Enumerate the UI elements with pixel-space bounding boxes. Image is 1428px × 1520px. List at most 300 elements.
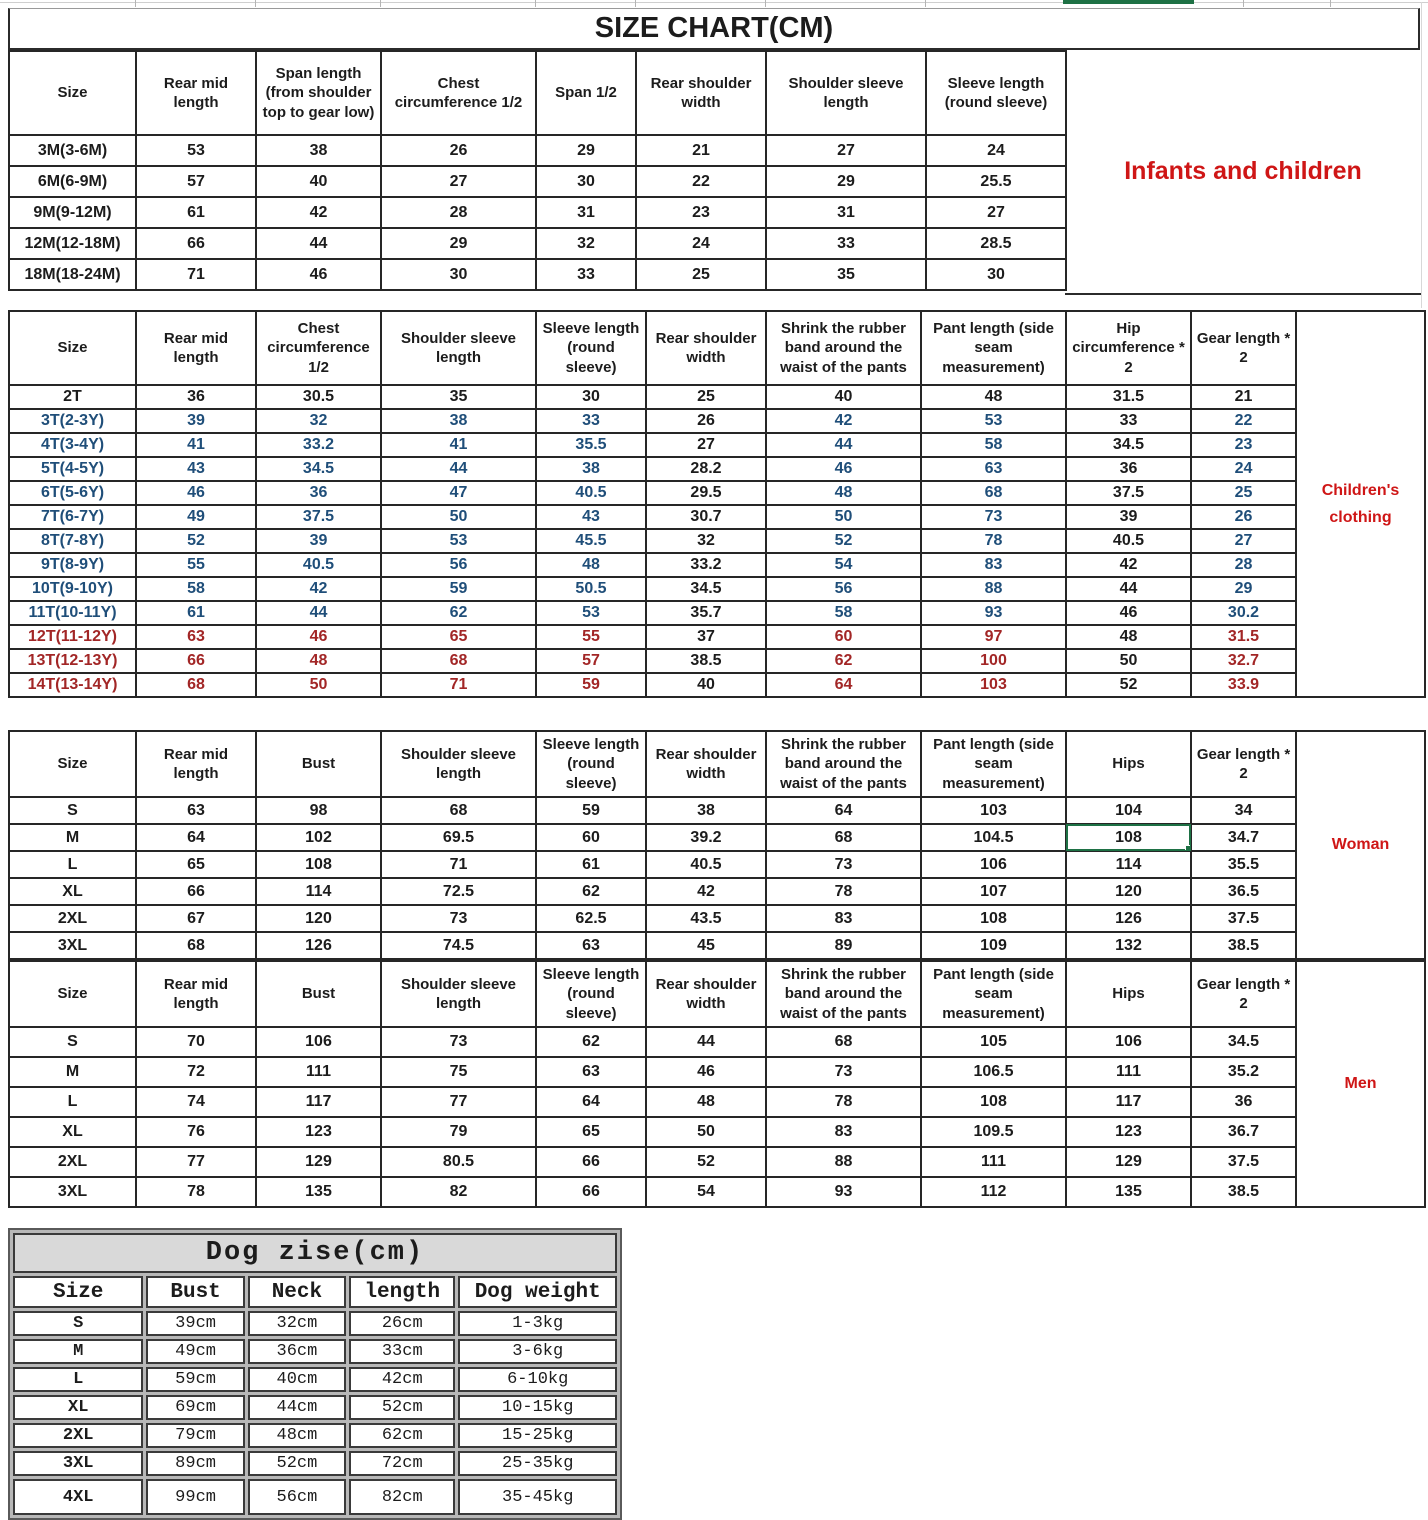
value-cell: 73	[381, 1027, 536, 1057]
value-cell: 43	[136, 457, 256, 481]
page-title: SIZE CHART(CM)	[8, 8, 1420, 50]
row-size-cell: 13T(12-13Y)	[9, 649, 136, 673]
value-cell: 117	[1066, 1087, 1191, 1117]
value-cell: 58	[921, 433, 1066, 457]
table-row	[9, 529, 1425, 553]
column-header: Size	[9, 311, 136, 385]
column-header: Bust	[146, 1276, 244, 1308]
value-cell: 34.5	[256, 457, 381, 481]
value-cell: 40.5	[646, 851, 766, 878]
value-cell: 25	[1191, 481, 1296, 505]
value-cell: 65	[381, 625, 536, 649]
value-cell: 41	[136, 433, 256, 457]
value-cell: 29	[536, 135, 636, 166]
infants-group-label: Infants and children	[1065, 50, 1421, 295]
value-cell: 99cm	[146, 1479, 244, 1515]
value-cell: 34.5	[1066, 433, 1191, 457]
value-cell: 39	[1066, 505, 1191, 529]
value-cell: 6-10kg	[458, 1367, 617, 1392]
table-row	[13, 1395, 617, 1420]
value-cell: 69cm	[146, 1395, 244, 1420]
row-size-cell: S	[13, 1311, 143, 1336]
value-cell: 103	[921, 673, 1066, 697]
value-cell: 107	[921, 878, 1066, 905]
value-cell: 102	[256, 824, 381, 851]
value-cell: 108	[921, 905, 1066, 932]
selected-column-highlight	[1063, 0, 1194, 4]
value-cell: 33.2	[256, 433, 381, 457]
value-cell: 61	[136, 197, 256, 228]
value-cell: 97	[921, 625, 1066, 649]
value-cell: 26cm	[349, 1311, 455, 1336]
value-cell: 32	[646, 529, 766, 553]
value-cell: 52	[136, 529, 256, 553]
value-cell: 48	[646, 1087, 766, 1117]
value-cell: 49	[136, 505, 256, 529]
value-cell: 29	[381, 228, 536, 259]
column-header: Shoulder sleeve length	[381, 731, 536, 797]
value-cell: 21	[636, 135, 766, 166]
value-cell: 53	[536, 601, 646, 625]
value-cell: 33	[536, 409, 646, 433]
value-cell: 42	[256, 577, 381, 601]
infants-size-table	[8, 50, 1067, 291]
value-cell: 57	[136, 166, 256, 197]
value-cell: 77	[381, 1087, 536, 1117]
value-cell: 59	[536, 673, 646, 697]
column-header: Neck	[248, 1276, 346, 1308]
value-cell: 67	[136, 905, 256, 932]
value-cell: 40.5	[536, 481, 646, 505]
value-cell: 48	[1066, 625, 1191, 649]
grid-tick	[1330, 0, 1331, 7]
row-size-cell: 10T(9-10Y)	[9, 577, 136, 601]
value-cell: 42	[256, 197, 381, 228]
value-cell: 64	[136, 824, 256, 851]
value-cell: 48	[536, 553, 646, 577]
row-size-cell: L	[9, 851, 136, 878]
column-header: Size	[9, 51, 136, 135]
value-cell: 73	[766, 1057, 921, 1087]
column-header: Size	[9, 731, 136, 797]
value-cell: 52cm	[248, 1451, 346, 1476]
value-cell: 77	[136, 1147, 256, 1177]
value-cell: 42	[766, 409, 921, 433]
value-cell: 38	[536, 457, 646, 481]
value-cell: 36cm	[248, 1339, 346, 1364]
value-cell: 62	[536, 878, 646, 905]
grid-tick	[255, 0, 256, 7]
value-cell: 37	[646, 625, 766, 649]
value-cell: 28	[381, 197, 536, 228]
value-cell: 104	[1066, 797, 1191, 824]
value-cell: 126	[256, 932, 381, 959]
value-cell: 83	[766, 905, 921, 932]
value-cell: 30.2	[1191, 601, 1296, 625]
table-row	[9, 228, 1066, 259]
value-cell: 71	[381, 673, 536, 697]
value-cell: 80.5	[381, 1147, 536, 1177]
value-cell: 62	[381, 601, 536, 625]
column-header: Rear shoulder width	[636, 51, 766, 135]
value-cell: 54	[646, 1177, 766, 1207]
column-header: Gear length * 2	[1191, 311, 1296, 385]
value-cell: 103	[921, 797, 1066, 824]
value-cell: 44	[646, 1027, 766, 1057]
value-cell: 24	[926, 135, 1066, 166]
column-header: Rear mid length	[136, 311, 256, 385]
value-cell: 93	[766, 1177, 921, 1207]
value-cell: 33cm	[349, 1339, 455, 1364]
header-row	[13, 1276, 617, 1308]
row-size-cell: S	[9, 797, 136, 824]
row-size-cell: 6M(6-9M)	[9, 166, 136, 197]
value-cell: 78	[136, 1177, 256, 1207]
value-cell: 26	[381, 135, 536, 166]
value-cell: 60	[536, 824, 646, 851]
value-cell: 38.5	[646, 649, 766, 673]
value-cell: 30.7	[646, 505, 766, 529]
value-cell: 129	[1066, 1147, 1191, 1177]
column-header: Chest circumference 1/2	[256, 311, 381, 385]
value-cell: 135	[1066, 1177, 1191, 1207]
value-cell: 44	[256, 601, 381, 625]
table-row	[9, 851, 1425, 878]
row-size-cell: XL	[9, 878, 136, 905]
value-cell: 57	[536, 649, 646, 673]
value-cell: 38.5	[1191, 1177, 1296, 1207]
table-row	[9, 878, 1425, 905]
value-cell: 23	[1191, 433, 1296, 457]
value-cell: 39cm	[146, 1311, 244, 1336]
value-cell: 100	[921, 649, 1066, 673]
value-cell: 120	[256, 905, 381, 932]
value-cell: 68	[766, 1027, 921, 1057]
value-cell: 37.5	[256, 505, 381, 529]
table-row	[9, 577, 1425, 601]
column-header: Bust	[256, 731, 381, 797]
value-cell: 104.5	[921, 824, 1066, 851]
value-cell: 36	[256, 481, 381, 505]
row-size-cell: 3T(2-3Y)	[9, 409, 136, 433]
value-cell: 73	[381, 905, 536, 932]
value-cell: 25	[636, 259, 766, 290]
row-size-cell: 9T(8-9Y)	[9, 553, 136, 577]
value-cell: 88	[921, 577, 1066, 601]
value-cell: 82cm	[349, 1479, 455, 1515]
row-size-cell: M	[13, 1339, 143, 1364]
value-cell: 34.5	[646, 577, 766, 601]
value-cell: 30	[536, 166, 636, 197]
value-cell: 78	[766, 878, 921, 905]
value-cell: 33.2	[646, 553, 766, 577]
value-cell: 74.5	[381, 932, 536, 959]
value-cell: 78	[921, 529, 1066, 553]
value-cell: 35.2	[1191, 1057, 1296, 1087]
row-size-cell: 14T(13-14Y)	[9, 673, 136, 697]
value-cell: 53	[381, 529, 536, 553]
value-cell: 59	[536, 797, 646, 824]
grid-tick	[535, 0, 536, 7]
table-row	[9, 457, 1425, 481]
value-cell: 106	[1066, 1027, 1191, 1057]
column-header: Sleeve length (round sleeve)	[536, 961, 646, 1027]
row-size-cell: 6T(5-6Y)	[9, 481, 136, 505]
value-cell: 64	[536, 1087, 646, 1117]
table-row	[9, 824, 1425, 851]
value-cell: 47	[381, 481, 536, 505]
column-header: Pant length (side seam measurement)	[921, 311, 1066, 385]
value-cell: 71	[136, 259, 256, 290]
value-cell: 15-25kg	[458, 1423, 617, 1448]
value-cell: 32	[536, 228, 636, 259]
value-cell: 109.5	[921, 1117, 1066, 1147]
value-cell: 26	[646, 409, 766, 433]
value-cell: 34.5	[1191, 1027, 1296, 1057]
value-cell: 68	[381, 797, 536, 824]
value-cell: 62cm	[349, 1423, 455, 1448]
value-cell: 28.2	[646, 457, 766, 481]
value-cell: 52	[646, 1147, 766, 1177]
table-row	[9, 433, 1425, 457]
value-cell: 28.5	[926, 228, 1066, 259]
value-cell: 27	[1191, 529, 1296, 553]
value-cell: 41	[381, 433, 536, 457]
value-cell: 68	[381, 649, 536, 673]
column-header: Pant length (side seam measurement)	[921, 731, 1066, 797]
value-cell: 53	[136, 135, 256, 166]
value-cell: 48cm	[248, 1423, 346, 1448]
value-cell: 48	[921, 385, 1066, 409]
value-cell: 75	[381, 1057, 536, 1087]
value-cell: 39	[256, 529, 381, 553]
row-size-cell: 11T(10-11Y)	[9, 601, 136, 625]
table-row	[9, 905, 1425, 932]
table-row	[9, 135, 1066, 166]
value-cell: 88	[766, 1147, 921, 1177]
column-header: length	[349, 1276, 455, 1308]
value-cell: 45.5	[536, 529, 646, 553]
table-row	[9, 649, 1425, 673]
value-cell: 108	[921, 1087, 1066, 1117]
value-cell: 35-45kg	[458, 1479, 617, 1515]
dog-table-title: Dog zise(cm)	[13, 1233, 617, 1273]
header-row	[9, 731, 1425, 797]
value-cell: 55	[136, 553, 256, 577]
selected-cell: 108	[1066, 824, 1191, 851]
value-cell: 44cm	[248, 1395, 346, 1420]
value-cell: 73	[921, 505, 1066, 529]
value-cell: 79cm	[146, 1423, 244, 1448]
column-header: Sleeve length (round sleeve)	[536, 731, 646, 797]
value-cell: 58	[766, 601, 921, 625]
value-cell: 83	[921, 553, 1066, 577]
value-cell: 44	[381, 457, 536, 481]
value-cell: 42	[646, 878, 766, 905]
men-size-table	[8, 960, 1426, 1208]
value-cell: 76	[136, 1117, 256, 1147]
value-cell: 24	[636, 228, 766, 259]
value-cell: 46	[1066, 601, 1191, 625]
table-row	[9, 385, 1425, 409]
table-row	[9, 505, 1425, 529]
value-cell: 106	[921, 851, 1066, 878]
row-size-cell: 3M(3-6M)	[9, 135, 136, 166]
table-row	[13, 1451, 617, 1476]
woman-size-table	[8, 730, 1426, 960]
column-header: Hips	[1066, 731, 1191, 797]
value-cell: 66	[136, 878, 256, 905]
table-row	[9, 1087, 1425, 1117]
value-cell: 60	[766, 625, 921, 649]
value-cell: 37.5	[1191, 905, 1296, 932]
value-cell: 34.7	[1191, 824, 1296, 851]
value-cell: 1-3kg	[458, 1311, 617, 1336]
value-cell: 36.7	[1191, 1117, 1296, 1147]
dog-table-title-row	[13, 1233, 617, 1273]
column-header: Shrink the rubber band around the waist of the pants	[766, 961, 921, 1027]
value-cell: 132	[1066, 932, 1191, 959]
grid-tick	[925, 0, 926, 7]
column-header: Shoulder sleeve length	[766, 51, 926, 135]
value-cell: 72	[136, 1057, 256, 1087]
value-cell: 36.5	[1191, 878, 1296, 905]
column-header: Shrink the rubber band around the waist of the pants	[766, 311, 921, 385]
value-cell: 30	[381, 259, 536, 290]
row-size-cell: XL	[9, 1117, 136, 1147]
group-label: Woman	[1296, 731, 1425, 959]
value-cell: 38	[381, 409, 536, 433]
grid-tick	[635, 0, 636, 7]
row-size-cell: 18M(18-24M)	[9, 259, 136, 290]
grid-tick	[380, 0, 381, 7]
value-cell: 48	[256, 649, 381, 673]
value-cell: 70	[136, 1027, 256, 1057]
table-row	[9, 673, 1425, 697]
value-cell: 63	[136, 797, 256, 824]
value-cell: 61	[136, 601, 256, 625]
column-header: Rear mid length	[136, 51, 256, 135]
group-label: Men	[1296, 961, 1425, 1207]
row-size-cell: S	[9, 1027, 136, 1057]
value-cell: 38	[256, 135, 381, 166]
value-cell: 111	[1066, 1057, 1191, 1087]
table-row	[13, 1479, 617, 1515]
value-cell: 105	[921, 1027, 1066, 1057]
value-cell: 32cm	[248, 1311, 346, 1336]
value-cell: 31.5	[1066, 385, 1191, 409]
value-cell: 40.5	[256, 553, 381, 577]
column-header: Chest circumference 1/2	[381, 51, 536, 135]
value-cell: 72.5	[381, 878, 536, 905]
value-cell: 32.7	[1191, 649, 1296, 673]
row-size-cell: XL	[13, 1395, 143, 1420]
row-size-cell: 4T(3-4Y)	[9, 433, 136, 457]
table-row	[9, 553, 1425, 577]
value-cell: 68	[136, 673, 256, 697]
table-row	[9, 259, 1066, 290]
value-cell: 29	[766, 166, 926, 197]
value-cell: 32	[256, 409, 381, 433]
grid-tick	[765, 0, 766, 7]
value-cell: 29	[1191, 577, 1296, 601]
value-cell: 73	[766, 851, 921, 878]
value-cell: 53	[921, 409, 1066, 433]
value-cell: 83	[766, 1117, 921, 1147]
value-cell: 59cm	[146, 1367, 244, 1392]
value-cell: 68	[136, 932, 256, 959]
table-row	[9, 625, 1425, 649]
column-header: Hip circumference * 2	[1066, 311, 1191, 385]
value-cell: 30	[536, 385, 646, 409]
value-cell: 27	[926, 197, 1066, 228]
value-cell: 74	[136, 1087, 256, 1117]
value-cell: 39.2	[646, 824, 766, 851]
column-header: Rear shoulder width	[646, 731, 766, 797]
column-header: Rear mid length	[136, 731, 256, 797]
value-cell: 89cm	[146, 1451, 244, 1476]
value-cell: 43.5	[646, 905, 766, 932]
value-cell: 46	[256, 625, 381, 649]
value-cell: 71	[381, 851, 536, 878]
value-cell: 56	[766, 577, 921, 601]
value-cell: 108	[256, 851, 381, 878]
value-cell: 28	[1191, 553, 1296, 577]
value-cell: 50	[1066, 649, 1191, 673]
value-cell: 31	[766, 197, 926, 228]
value-cell: 114	[1066, 851, 1191, 878]
value-cell: 135	[256, 1177, 381, 1207]
row-size-cell: 9M(9-12M)	[9, 197, 136, 228]
value-cell: 44	[766, 433, 921, 457]
value-cell: 33.9	[1191, 673, 1296, 697]
value-cell: 37.5	[1066, 481, 1191, 505]
row-size-cell: 3XL	[9, 1177, 136, 1207]
value-cell: 129	[256, 1147, 381, 1177]
value-cell: 65	[136, 851, 256, 878]
value-cell: 38	[646, 797, 766, 824]
value-cell: 33	[536, 259, 636, 290]
value-cell: 89	[766, 932, 921, 959]
value-cell: 35	[766, 259, 926, 290]
value-cell: 37.5	[1191, 1147, 1296, 1177]
row-size-cell: 3XL	[13, 1451, 143, 1476]
table-row	[9, 166, 1066, 197]
value-cell: 35.5	[1191, 851, 1296, 878]
value-cell: 34	[1191, 797, 1296, 824]
value-cell: 50	[766, 505, 921, 529]
value-cell: 61	[536, 851, 646, 878]
table-row	[9, 481, 1425, 505]
value-cell: 62	[766, 649, 921, 673]
value-cell: 40	[256, 166, 381, 197]
table-row	[9, 932, 1425, 959]
group-label: Children's clothing	[1296, 311, 1425, 697]
dog-size-table	[8, 1228, 622, 1520]
column-header: Rear mid length	[136, 961, 256, 1027]
value-cell: 24	[1191, 457, 1296, 481]
value-cell: 65	[536, 1117, 646, 1147]
value-cell: 78	[766, 1087, 921, 1117]
header-row	[9, 961, 1425, 1027]
table-row	[9, 1117, 1425, 1147]
value-cell: 23	[636, 197, 766, 228]
value-cell: 63	[921, 457, 1066, 481]
value-cell: 52	[766, 529, 921, 553]
row-size-cell: 12T(11-12Y)	[9, 625, 136, 649]
table-row	[9, 1177, 1425, 1207]
value-cell: 40	[646, 673, 766, 697]
